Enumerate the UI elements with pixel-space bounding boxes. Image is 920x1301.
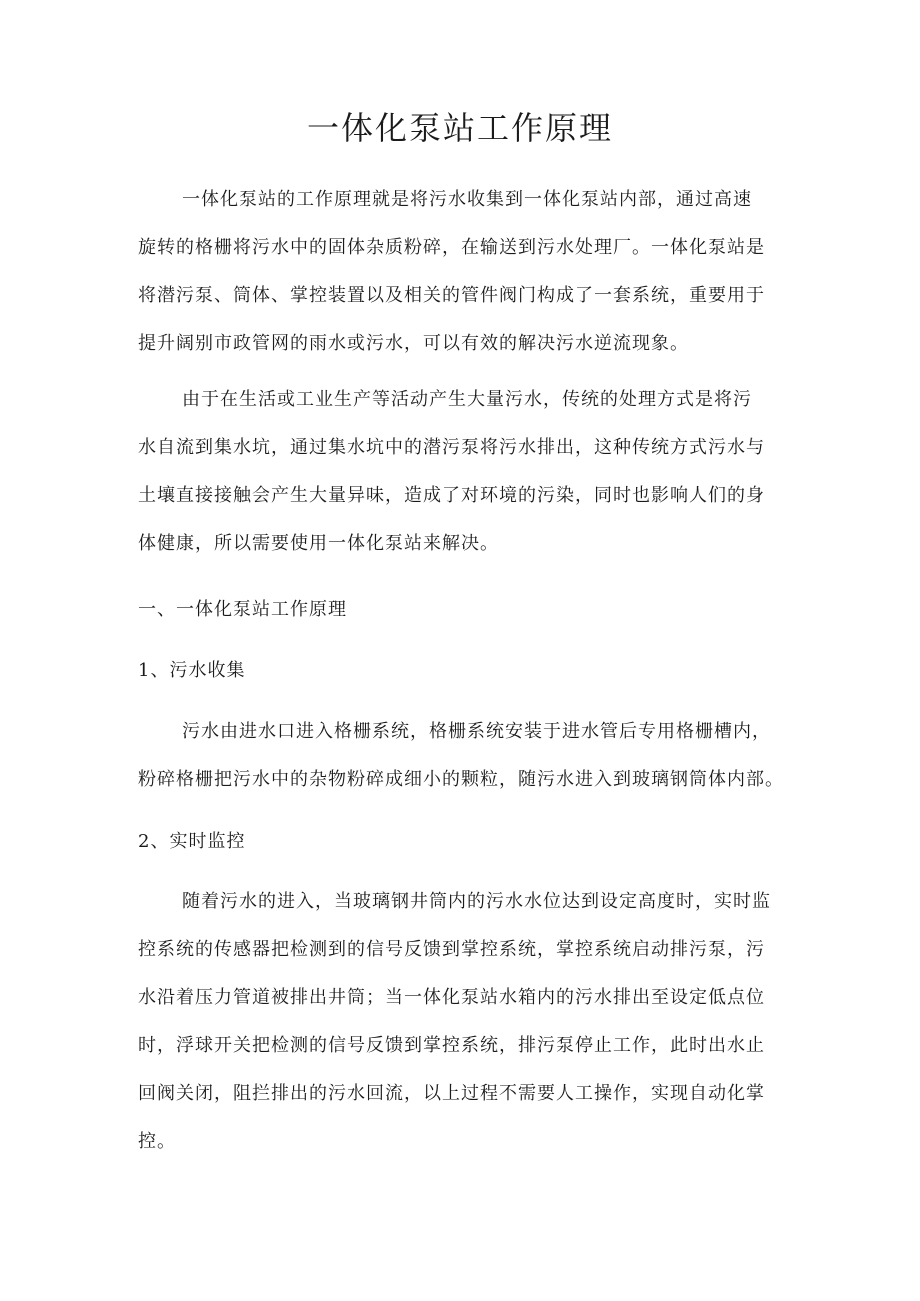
- paragraph-line: 由于在生活或工业生产等活动产生大量污水，传统的处理方式是将污: [182, 389, 752, 410]
- paragraph-line: 回阀关闭，阻拦排出的污水回流，以上过程不需要人工操作，实现自动化掌: [138, 1083, 765, 1104]
- intro-paragraph: [138, 176, 794, 368]
- paragraph-line: 土壤直接接触会产生大量异味，造成了对环境的污染，同时也影响人们的身: [138, 485, 765, 506]
- step1-paragraph: [138, 708, 794, 804]
- paragraph-line: 旋转的格栅将污水中的固体杂质粉碎，在输送到污水处理厂。一体化泵站是: [138, 237, 765, 258]
- step1-heading: 1、污水收集: [138, 660, 246, 681]
- document-title: 一体化泵站工作原理: [306, 109, 613, 147]
- step2-heading: 2、实时监控: [138, 831, 246, 852]
- paragraph-line: 控系统的传感器把检测到的信号反馈到掌控系统，掌控系统启动排污泵，污: [138, 939, 765, 960]
- paragraph-line: 水沿着压力管道被排出井筒；当一体化泵站水箱内的污水排出至设定低点位: [138, 987, 765, 1008]
- step2-paragraph: [138, 878, 794, 1166]
- paragraph-line: 将潜污泵、筒体、掌控装置以及相关的管件阀门构成了一套系统，重要用于: [138, 285, 765, 306]
- paragraph-line: 水自流到集水坑，通过集水坑中的潜污泵将污水排出，这种传统方式污水与: [138, 437, 765, 458]
- paragraph-line: 体健康，所以需要使用一体化泵站来解决。: [138, 533, 499, 554]
- paragraph-line: 随着污水的进入，当玻璃钢井筒内的污水水位达到设定高度时，实时监: [182, 891, 771, 912]
- paragraph-line: 提升阔别市政管网的雨水或污水，可以有效的解决污水逆流现象。: [138, 333, 689, 354]
- paragraph-line: 污水由进水口进入格栅系统，格栅系统安装于进水管后专用格栅槽内，: [182, 721, 771, 742]
- paragraph-line: 粉碎格栅把污水中的杂物粉碎成细小的颗粒，随污水进入到玻璃钢筒体内部。: [138, 769, 784, 790]
- section-heading: 一、一体化泵站工作原理: [138, 599, 347, 620]
- paragraph-line: 时，浮球开关把检测的信号反馈到掌控系统，排污泵停止工作，此时出水止: [138, 1035, 765, 1056]
- paragraph-line: 控。: [138, 1131, 176, 1152]
- background-paragraph: [138, 376, 794, 568]
- paragraph-line: 一体化泵站的工作原理就是将污水收集到一体化泵站内部，通过高速: [182, 189, 752, 210]
